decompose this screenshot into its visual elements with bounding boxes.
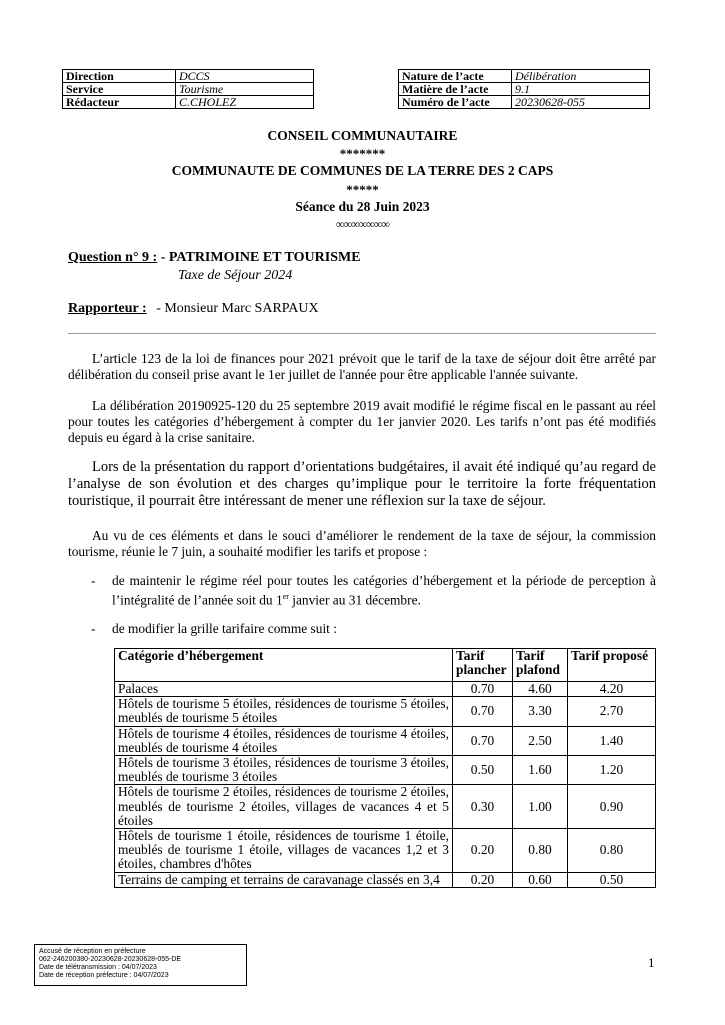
meta-key: Nature de l’acte (399, 70, 512, 83)
council-title: CONSEIL COMMUNAUTAIRE (267, 128, 458, 143)
table-cell: Hôtels de tourisme 2 étoiles, résidences de tourisme 2 étoiles, meublés de tourisme 2 étoiles, villages de vacances 4 et 5 étoiles (115, 785, 453, 829)
rapporteur-name: - Monsieur Marc SARPAUX (156, 301, 319, 316)
table-cell: Hôtels de tourisme 5 étoiles, résidences de tourisme 5 étoiles, meublés de tourisme 5 étoiles (115, 697, 453, 726)
table-cell: Hôtels de tourisme 4 étoiles, résidences de tourisme 4 étoiles, meublés de tourisme 4 étoiles (115, 726, 453, 755)
session-date: Séance du 28 Juin 2023 (295, 199, 430, 214)
table-header: Catégorie d’hébergement (115, 649, 453, 682)
stamp-line: 062-246200380-20230628-20230628-055-DE (39, 956, 182, 963)
rapporteur-line (68, 301, 319, 317)
page-number: 1 (648, 955, 655, 970)
separator-stars: ******* (339, 146, 386, 161)
meta-value: 9.1 (512, 83, 650, 96)
meta-table-left (62, 69, 314, 109)
question-heading (68, 250, 361, 266)
meta-key: Rédacteur (63, 96, 176, 109)
reception-stamp (34, 944, 247, 986)
bullet-text: de maintenir le régime réel pour toutes les catégories d’hébergement et la période de perception à l’intégralité de l’année soit du 1 (112, 573, 656, 608)
table-cell: Hôtels de tourisme 1 étoile, résidences de tourisme 1 étoile, meublés de tourisme 1 étoile, villages de vacances 1,2 et 3 étoiles, chambres d'hôtes (115, 829, 453, 873)
table-cell: 1.20 (568, 756, 656, 785)
separator-stars: ***** (346, 182, 379, 197)
table-row (115, 682, 656, 697)
stamp-line: Date de télétransmission : 04/07/2023 (39, 964, 157, 971)
meta-key: Numéro de l’acte (399, 96, 512, 109)
table-cell: Terrains de camping et terrains de caravanage classés en 3,4 (115, 872, 453, 887)
table-cell: 0.70 (453, 726, 513, 755)
stamp-line: Date de réception préfecture : 04/07/2023 (39, 972, 169, 979)
meta-value: 20230628-055 (512, 96, 650, 109)
table-cell: Hôtels de tourisme 3 étoiles, résidences de tourisme 3 étoiles, meublés de tourisme 3 étoiles (115, 756, 453, 785)
question-title: - PATRIMOINE ET TOURISME (157, 250, 361, 265)
table-header: Tarif plafond (513, 649, 568, 682)
table-cell: 0.70 (453, 697, 513, 726)
superscript: er (282, 592, 289, 601)
table-cell: 0.20 (453, 829, 513, 873)
question-subtitle: Taxe de Séjour 2024 (178, 268, 293, 283)
community-title: COMMUNAUTE DE COMMUNES DE LA TERRE DES 2 CAPS (171, 163, 554, 178)
meta-key: Direction (63, 70, 176, 83)
table-cell: 0.90 (568, 785, 656, 829)
table-cell: 3.30 (513, 697, 568, 726)
paragraph: L’article 123 de la loi de finances pour 2021 prévoit que le tarif de la taxe de séjour doit être arrêté par délibération du conseil prise avant le 1er juillet de l'année pour être applicable l'année suivante. (68, 351, 656, 382)
paragraph: La délibération 20190925-120 du 25 septembre 2019 avait modifié le régime fiscal en le passant au réel pour toutes les catégories d’hébergement à compter du 1er janvier 2020. Les tarifs n’ont pas été modifiés depuis eu égard à la crise sanitaire. (68, 398, 656, 445)
meta-value: Tourisme (176, 83, 314, 96)
stamp-line: Accusé de réception en préfecture (39, 948, 146, 955)
table-header: Tarif proposé (568, 649, 656, 682)
bullet-dash: - (91, 573, 96, 588)
table-row (115, 785, 656, 829)
table-cell: 1.00 (513, 785, 568, 829)
table-cell: 0.70 (453, 682, 513, 697)
table-cell: 0.30 (453, 785, 513, 829)
bullet-text: janvier au 31 décembre. (288, 592, 421, 608)
table-row (115, 872, 656, 887)
question-label: Question n° 9 : (68, 250, 158, 265)
table-cell: 0.50 (568, 872, 656, 887)
meta-value: C.CHOLEZ (176, 96, 314, 109)
table-row (115, 697, 656, 726)
tariff-table (114, 648, 656, 888)
table-cell: 0.20 (453, 872, 513, 887)
table-row (115, 829, 656, 873)
table-cell: 1.40 (568, 726, 656, 755)
table-row (115, 756, 656, 785)
meta-value: Délibération (512, 70, 650, 83)
table-row (115, 726, 656, 755)
table-header-row (115, 649, 656, 682)
meta-key: Matière de l’acte (399, 83, 512, 96)
bullet-dash: - (91, 621, 96, 636)
table-cell: 0.80 (568, 829, 656, 873)
table-cell: 4.60 (513, 682, 568, 697)
table-cell: 4.20 (568, 682, 656, 697)
paragraph: Lors de la présentation du rapport d’orientations budgétaires, il avait été indiqué qu’au regard de l’analyse de son évolution et des charges qu’implique pour le territoire la forte fréquentation touristique, il pourrait être intéressant de mener une réflexion sur la taxe de séjour. (68, 459, 656, 509)
paragraph: Au vu de ces éléments et dans le souci d’améliorer le rendement de la taxe de séjour, la commission tourisme, réunie le 7 juin, a souhaité modifier les tarifs et propose : (68, 528, 656, 559)
rapporteur-label: Rapporteur : (68, 301, 147, 316)
bullet-item (112, 573, 656, 608)
meta-value: DCCS (176, 70, 314, 83)
bullet-item: de modifier la grille tarifaire comme suit : (112, 621, 337, 636)
table-cell: 0.60 (513, 872, 568, 887)
table-cell: Palaces (115, 682, 453, 697)
divider (68, 333, 656, 334)
meta-table-right (398, 69, 650, 109)
table-header: Tarif plancher (453, 649, 513, 682)
ornament: ∞∞∞∞∞∞∞ (336, 217, 389, 231)
table-cell: 0.80 (513, 829, 568, 873)
table-cell: 1.60 (513, 756, 568, 785)
table-cell: 2.70 (568, 697, 656, 726)
table-cell: 2.50 (513, 726, 568, 755)
meta-key: Service (63, 83, 176, 96)
table-cell: 0.50 (453, 756, 513, 785)
